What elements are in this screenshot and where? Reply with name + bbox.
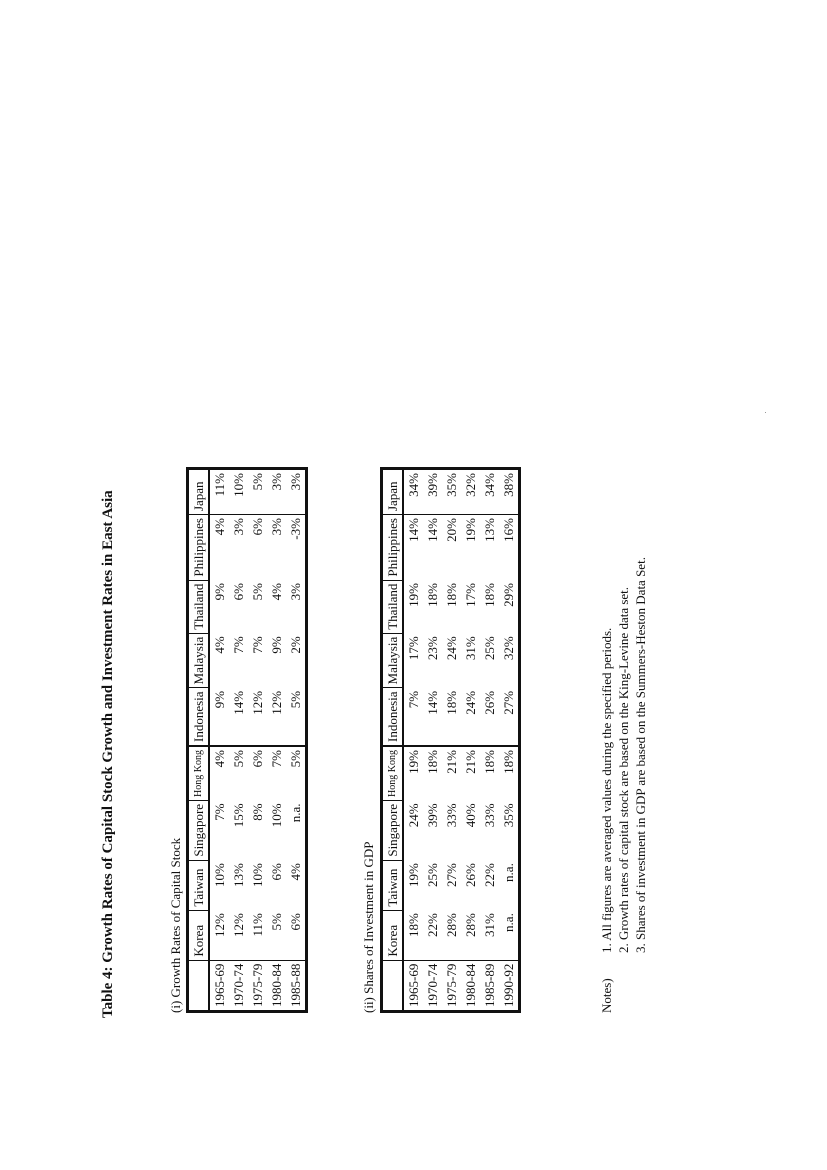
table-cell: 12% [250, 690, 265, 715]
column-header: Indonesia [188, 688, 210, 746]
table-cell: 23% [425, 636, 440, 661]
investment-share-table [380, 467, 521, 1013]
table-cell: 25% [425, 863, 440, 887]
column-header: Hong Kong [188, 746, 210, 800]
table-cell: 6% [288, 913, 303, 931]
table-cell: 18% [499, 746, 520, 800]
table-cell: 27% [444, 863, 459, 887]
table-cell: 24% [463, 690, 478, 715]
column-header: Japan [188, 469, 210, 515]
table-cell: 17% [463, 583, 478, 607]
table2-caption: (ii) Shares of Investment in GDP [361, 841, 376, 1013]
table-cell: 11% [212, 473, 227, 497]
table-cell: 4% [288, 863, 303, 881]
table-cell: 12% [269, 690, 284, 715]
table-cell: 19% [406, 863, 421, 887]
table-cell: 3% [269, 473, 284, 491]
table-cell: 39% [425, 803, 440, 828]
table-cell: 22% [425, 913, 440, 937]
table-cell: 11% [250, 913, 265, 937]
note-item: 2. Growth rates of capital stock are based on the King-Levine data set. [616, 586, 631, 953]
table-cell: 19% [406, 583, 421, 607]
table-row [499, 469, 520, 1012]
column-header: Korea [382, 910, 404, 960]
table-cell: 4% [269, 583, 284, 601]
table-cell: 14% [423, 515, 442, 581]
table-cell: 26% [482, 690, 497, 715]
table-cell: 6% [248, 746, 267, 800]
column-header: Malaysia [382, 633, 404, 688]
table-cell: 12% [212, 913, 227, 937]
column-header: Indonesia [382, 688, 404, 746]
table-cell: -3% [286, 515, 307, 581]
table-row [442, 469, 461, 1012]
table-cell: 27% [501, 690, 516, 715]
table-cell: 24% [444, 636, 459, 661]
table-cell: 8% [250, 803, 265, 821]
note-item: 1. All figures are averaged values during the specified periods. [599, 627, 614, 953]
table-cell: 3% [229, 515, 248, 581]
table-row [461, 469, 480, 1012]
table-cell: 31% [482, 913, 497, 937]
row-label: 1985-89 [480, 960, 499, 1011]
table-cell: 15% [231, 803, 246, 828]
table-row [229, 469, 248, 1012]
table-cell: 18% [444, 583, 459, 607]
row-label: 1970-74 [423, 960, 442, 1011]
table1-caption: (i) Growth Rates of Capital Stock [168, 837, 183, 1013]
table-cell: 21% [442, 746, 461, 800]
header-row [382, 469, 404, 1012]
table-cell: 28% [444, 913, 459, 937]
table-cell: 2% [288, 636, 303, 654]
table-cell: 22% [482, 863, 497, 887]
table-cell: 35% [444, 473, 459, 497]
table-cell: 4% [209, 746, 229, 800]
table-cell: 10% [231, 473, 246, 497]
column-header: Thailand [188, 580, 210, 633]
row-label: 1965-69 [209, 960, 229, 1011]
column-header: Singapore [382, 800, 404, 860]
table-cell: 12% [231, 913, 246, 937]
table-cell: 6% [248, 515, 267, 581]
table-cell: 3% [288, 473, 303, 491]
table-row [286, 469, 307, 1012]
header-row [188, 469, 210, 1012]
table-cell: 7% [231, 636, 246, 654]
table-cell: 40% [463, 803, 478, 828]
row-label: 1985-88 [286, 960, 307, 1011]
table-cell: 3% [267, 515, 286, 581]
row-label: 1970-74 [229, 960, 248, 1011]
table-row [209, 469, 229, 1012]
table-row [267, 469, 286, 1012]
column-header: Korea [188, 910, 210, 960]
table-cell: 5% [250, 473, 265, 491]
table-cell: 10% [212, 863, 227, 887]
header-corner [382, 960, 404, 1011]
table-cell: 5% [269, 913, 284, 931]
table-row [480, 469, 499, 1012]
row-label: 1980-84 [267, 960, 286, 1011]
column-header: Taiwan [188, 860, 210, 910]
table-cell: n.a. [501, 863, 516, 882]
column-header: Thailand [382, 580, 404, 633]
column-header: Singapore [188, 800, 210, 860]
table-row [403, 469, 423, 1012]
table-cell: 38% [501, 473, 516, 497]
table-cell: 9% [212, 583, 227, 601]
table-cell: 32% [463, 473, 478, 497]
table-cell: 16% [499, 515, 520, 581]
table-cell: 21% [461, 746, 480, 800]
header-corner [188, 960, 210, 1011]
table-cell: 14% [231, 690, 246, 715]
table-cell: 34% [406, 473, 421, 497]
notes-label: Notes) [599, 978, 614, 1013]
table-cell: 20% [442, 515, 461, 581]
table-cell: n.a. [288, 803, 303, 823]
table-cell: 4% [209, 515, 229, 581]
table-cell: 17% [406, 636, 421, 661]
table-cell: 7% [267, 746, 286, 800]
table-cell: 18% [406, 913, 421, 937]
column-header: Philippines [188, 515, 210, 581]
row-label: 1980-84 [461, 960, 480, 1011]
column-header: Japan [382, 469, 404, 515]
table-cell: 5% [288, 690, 303, 709]
table-cell: 14% [425, 690, 440, 715]
table-cell: 32% [501, 636, 516, 661]
table-cell: n.a. [501, 913, 516, 932]
table-cell: 5% [286, 746, 307, 800]
column-header: Hong Kong [382, 746, 404, 800]
table-cell: 9% [212, 690, 227, 709]
table-cell: 3% [288, 583, 303, 601]
table-cell: 7% [212, 803, 227, 821]
table-cell: 6% [231, 583, 246, 601]
table-cell: 18% [423, 746, 442, 800]
row-label: 1975-79 [442, 960, 461, 1011]
table-cell: 9% [269, 636, 284, 654]
table-cell: 19% [403, 746, 423, 800]
table-cell: 33% [482, 803, 497, 828]
column-header: Philippines [382, 515, 404, 581]
table-cell: 10% [250, 863, 265, 887]
table-row [248, 469, 267, 1012]
table-cell: 28% [463, 913, 478, 937]
table-title: Table 4: Growth Rates of Capital Stock Growth and Investment Rates in East Asia [100, 490, 116, 1018]
row-label: 1990-92 [499, 960, 520, 1011]
table-cell: 25% [482, 636, 497, 661]
row-label: 1975-79 [248, 960, 267, 1011]
table-cell: 34% [482, 473, 497, 497]
row-label: 1965-69 [403, 960, 423, 1011]
table-cell: 18% [425, 583, 440, 607]
table-cell: 24% [406, 803, 421, 828]
table-cell: 7% [406, 690, 421, 709]
table-cell: 13% [231, 863, 246, 887]
table-cell: 18% [480, 746, 499, 800]
table-cell: 35% [501, 803, 516, 828]
table-cell: 5% [229, 746, 248, 800]
table-cell: 13% [480, 515, 499, 581]
column-header: Malaysia [188, 633, 210, 688]
table-cell: 29% [501, 583, 516, 607]
table-cell: 18% [482, 583, 497, 607]
table-cell: 26% [463, 863, 478, 887]
capital-stock-growth-table [186, 467, 308, 1013]
table-cell: 31% [463, 636, 478, 661]
table-cell: 14% [403, 515, 423, 581]
table-row [423, 469, 442, 1012]
table-cell: 6% [269, 863, 284, 881]
table-cell: 10% [269, 803, 284, 828]
table-cell: 33% [444, 803, 459, 828]
table-cell: 4% [212, 636, 227, 654]
table-cell: 18% [444, 690, 459, 715]
speck [765, 412, 766, 413]
table-cell: 39% [425, 473, 440, 497]
table-cell: 7% [250, 636, 265, 654]
table-cell: 5% [250, 583, 265, 601]
column-header: Taiwan [382, 860, 404, 910]
table-cell: 19% [461, 515, 480, 581]
note-item: 3. Shares of investment in GDP are based on the Summers-Heston Data Set. [633, 557, 648, 953]
